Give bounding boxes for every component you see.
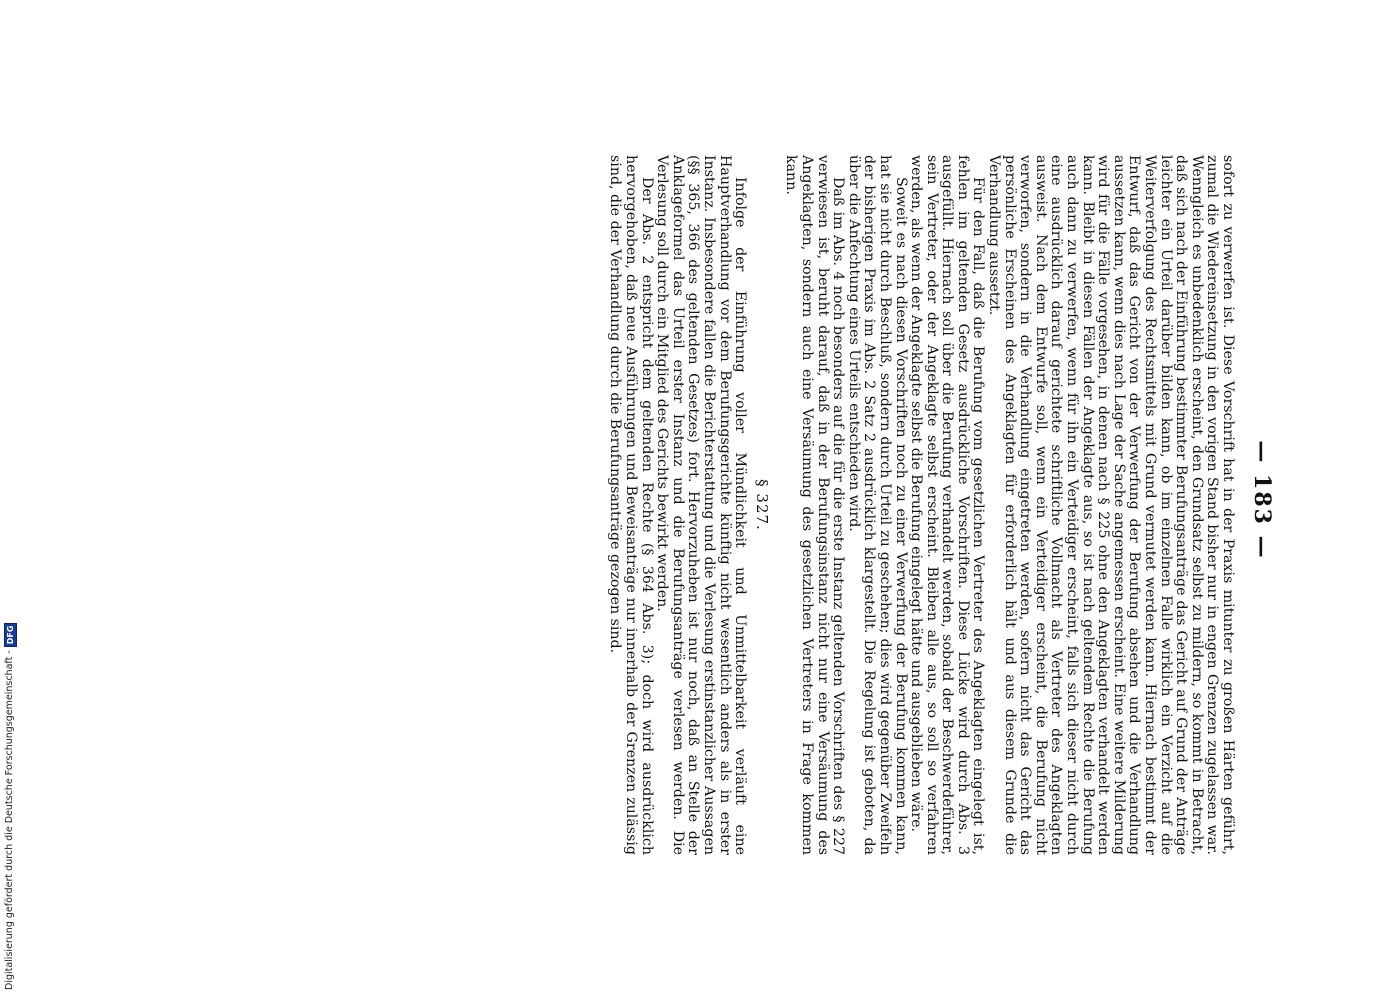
paragraph-6: Der Abs. 2 entspricht dem geltenden Rechte (§ 364 Abs. 3); doch wird ausdrücklich hervorgehoben, daß neue Ausführungen und Beweisanträge nur innerhalb der Grenzen zulässig sind, die der Verhandlung durch die Berufungsanträge gezogen sind.: [607, 155, 655, 855]
paragraph-5: Infolge der Einführung voller Mündlichkeit und Unmittelbarkeit verläuft eine Hauptverhandlung vor dem Berufungsgerichte künftig nicht wesentlich anders als in erster Instanz. Insbesondere fallen die Berichterstattung und die Verlesung erstinstanzlicher Aussagen (§§ 365, 366 des geltenden Gesetzes) fort. Hervorzuheben ist nur noch, daß an Stelle der Anklageformel das Urteil erster Instanz und die Berufungsanträge verlesen werden. Die Verlesung soll durch ein Mitglied des Gerichts bewirkt werden.: [654, 155, 749, 855]
paragraph-3: Soweit es nach diesen Vorschriften noch zu einer Verwerfung der Berufung kommen kann, hat sie nicht durch Beschluß, sondern durch Urteil zu geschehen; dies wird gegenüber Zweifeln der bisherigen Praxis im Abs. 2 Satz 2 ausdrücklich klargestellt. Die Regelung ist geboten, da über die Anfechtung eines Urteils entschieden wird.: [845, 155, 909, 855]
paragraph-4: Daß im Abs. 4 noch besonders auf die für die erste Instanz geltenden Vorschriften des § 227 verwiesen ist, beruht darauf, daß in der Berufungsinstanz nicht nur eine Versäumung des Angeklagten, sondern auch eine Versäumung des gesetzlichen Vertreters in Frage kommen kann.: [783, 155, 847, 855]
credit-text: Digitalisierung gefördert durch die Deutsche Forschungsgemeinschaft -: [4, 650, 15, 990]
paragraph-2: Für den Fall, daß die Berufung vom gesetzlichen Vertreter des Angeklagten eingelegt ist, fehlen im geltenden Gesetz ausdrückliche Vorschriften. Diese Lücke wird durch Abs. 3 ausgefüllt. Hiernach soll über die Berufung verhandelt werden, sobald der Beschwerdeführer, sein Vertreter, oder der Angeklagte selbst erscheint. Bleiben alle aus, so soll so verfahren werden, als wenn der Angeklagte selbst die Berufung eingelegt hätte und ausgeblieben wäre.: [908, 155, 987, 855]
digitization-credit: [4, 600, 16, 990]
paragraph-1: sofort zu verwerfen ist. Diese Vorschrift hat in der Praxis mitunter zu großen Härten geführt, zumal die Wiedereinsetzung in den vorigen Stand bisher nur in engen Grenzen zugelassen war. Wenngleich es unbedenklich erscheint, den Grundsatz selbst zu mildern, so kommt in Betracht, daß sich nach der Einführung bestimmter Berufungsanträge das Gericht auf Grund der Anträge leichter ein Urteil darüber bilden kann, ob im einzelnen Falle wirklich ein Verzicht auf die Weiterverfolgung des Rechtsmittels mit Grund vermutet werden kann. Hiernach bestimmt der Entwurf, daß das Gericht von der Verwerfung der Berufung absehen und die Verhandlung aussetzen kann, wenn dies nach Lage der Sache angemessen erscheint. Eine weitere Milderung wird für die Fälle vorgesehen, in denen nach § 225 ohne den Angeklagten verhandelt werden kann. Bleibt in diesen Fällen der Angeklagte aus, so ist nach geltendem Rechte die Berufung auch dann zu verwerfen, wenn für ihn ein Verteidiger erscheint, falls sich dieser nicht durch eine ausdrücklich darauf gerichtete schriftliche Vollmacht als Vertreter des Angeklagten ausweist. Nach dem Entwurfe soll, wenn ein Verteidiger erscheint, die Berufung nicht verworfen, sondern in die Verhandlung eingetreten werden, sofern nicht das Gericht das persönliche Erscheinen des Angeklagten für erforderlich hält und aus diesem Grunde die Verhandlung aussetzt.: [986, 155, 1236, 855]
dfg-logo: DFG: [4, 623, 17, 648]
body-text: [607, 155, 1235, 855]
section-heading: § 327.: [752, 479, 771, 531]
page-number: — 183 —: [1249, 440, 1275, 560]
